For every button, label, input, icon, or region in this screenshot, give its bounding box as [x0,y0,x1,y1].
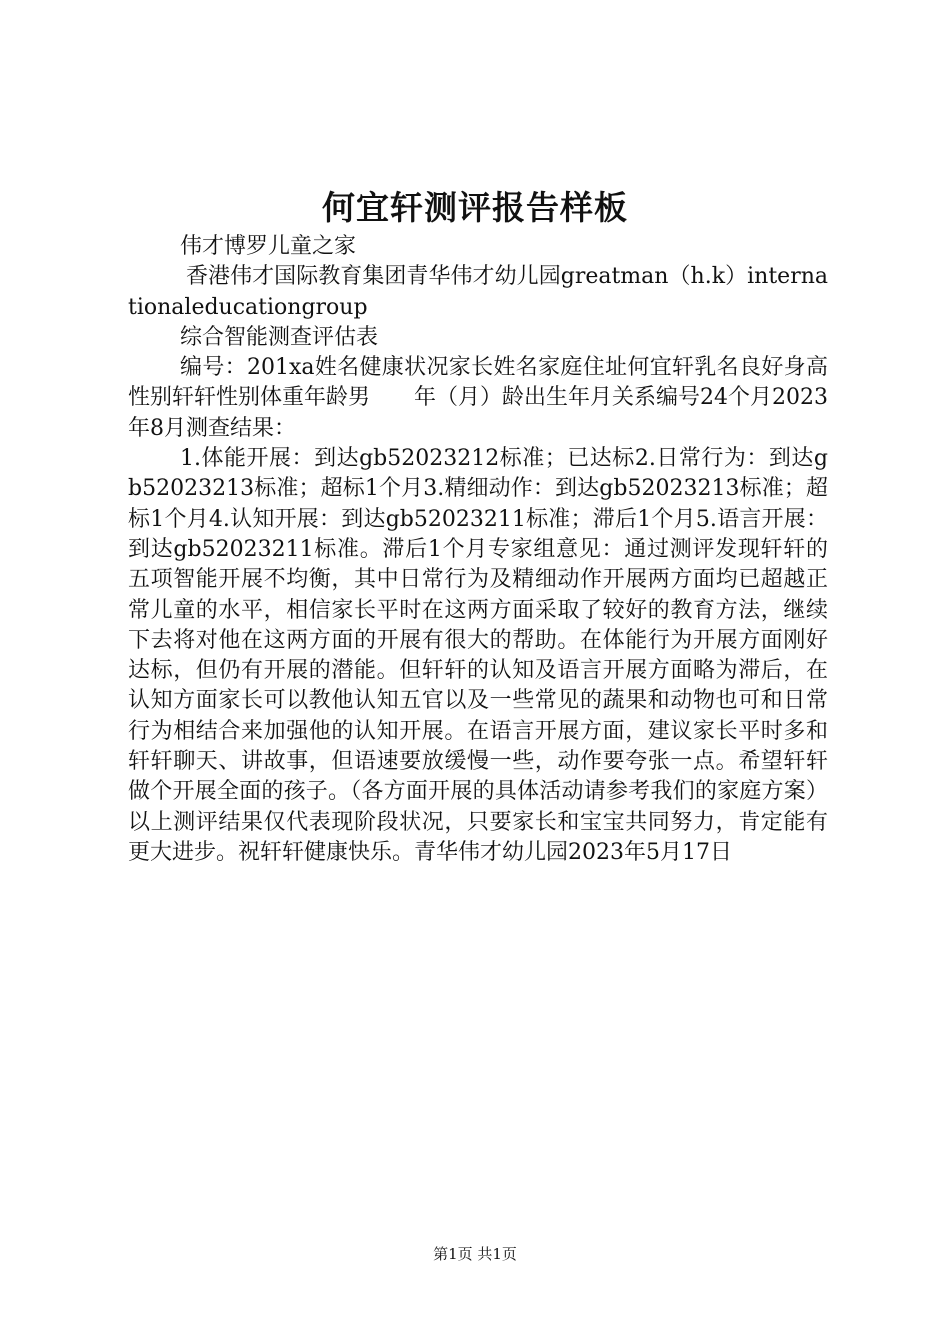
paragraph-results: 1.体能开展：到达gb52023212标准；已达标2.日常行为：到达gb52023213标准；超标1个月3.精细动作：到达gb52023213标准；超标1个月4.认知开展：到达gb52023211标准；滞后1个月5.语言开展：到达gb52023211标准。滞后1个月专家组意见：通过测评发现轩轩的五项智能开展不均衡，其中日常行为及精细动作开展两方面均已超越正常儿童的水平，相信家长平时在这两方面采取了较好的教育方法，继续下去将对他在这两方面的开展有很大的帮助。在体能行为开展方面刚好达标，但仍有开展的潜能。但轩轩的认知及语言开展方面略为滞后，在认知方面家长可以教他认知五官以及一些常见的蔬果和动物也可和日常行为相结合来加强他的认知开展。在语言开展方面，建议家长平时多和轩轩聊天、讲故事，但语速要放缓慢一些，动作要夸张一点。希望轩轩做个开展全面的孩子。（各方面开展的具体活动请参考我们的家庭方案）以上测评结果仅代表现阶段状况，只要家长和宝宝共同努力，肯定能有更大进步。祝轩轩健康快乐。青华伟才幼儿园2023年5月17日 [128,446,828,865]
document-body [128,232,828,868]
paragraph-school-name: 伟才博罗儿童之家 [180,234,357,259]
paragraph-basic-info: 编号：201xa姓名健康状况家长姓名家庭住址何宜轩乳名良好身高性别轩轩性别体重年龄男 年（月）龄出生年月关系编号24个月2023年8月测查结果： [128,355,828,441]
paragraph-group-name: 香港伟才国际教育集团青华伟才幼儿园greatman（h.k）internationaleducationgroup [128,264,828,320]
page-footer: 第1页 共1页 [433,1245,517,1263]
document-title: 何宜轩测评报告样板 [322,188,628,227]
paragraph-form-name: 综合智能测查评估表 [180,324,379,350]
